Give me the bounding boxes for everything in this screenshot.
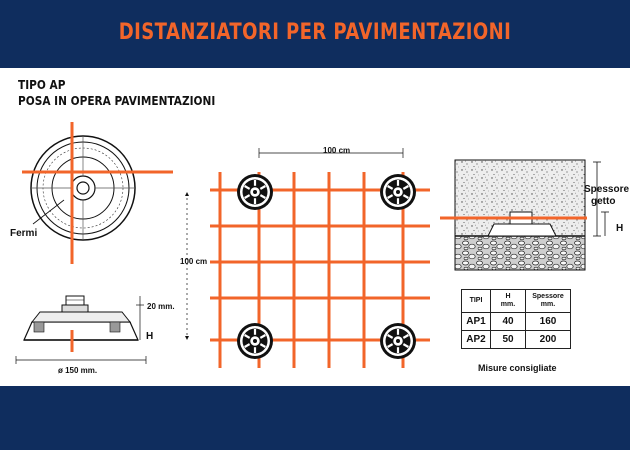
spacer-marker bbox=[380, 323, 416, 359]
table-cell: AP2 bbox=[462, 331, 491, 349]
spessore-label: Spessore bbox=[584, 184, 630, 195]
table-cell: 200 bbox=[526, 331, 571, 349]
footer-band bbox=[0, 386, 630, 450]
table-cell: 40 bbox=[491, 313, 526, 331]
measurements-table bbox=[461, 289, 571, 349]
getto-label: getto bbox=[591, 196, 616, 207]
table-cell: 160 bbox=[526, 313, 571, 331]
section-h-label: H bbox=[616, 223, 624, 234]
section-view bbox=[440, 160, 609, 270]
height-h-label: H bbox=[146, 331, 154, 342]
height-20mm-label: 20 mm. bbox=[147, 302, 175, 311]
fermi-label: Fermi bbox=[10, 228, 38, 239]
page-title: DISTANZIATORI PER PAVIMENTAZIONI bbox=[118, 20, 512, 45]
table-header: TIPI bbox=[462, 290, 491, 313]
table-cell: AP1 bbox=[462, 313, 491, 331]
spacer-marker bbox=[237, 323, 273, 359]
table-header: Spessore mm. bbox=[526, 290, 571, 313]
table-header-row bbox=[462, 290, 571, 313]
type-label: TIPO AP bbox=[18, 78, 66, 92]
table-cell: 50 bbox=[491, 331, 526, 349]
table-row bbox=[462, 331, 571, 349]
spacer-grid-plan bbox=[185, 148, 430, 368]
spacer-side-view bbox=[16, 296, 146, 364]
spacer-marker bbox=[237, 174, 273, 210]
table-row bbox=[462, 313, 571, 331]
table-note: Misure consigliate bbox=[478, 363, 557, 373]
spacer-marker bbox=[380, 174, 416, 210]
diameter-label: ø 150 mm. bbox=[58, 366, 98, 375]
grid-width-label: 100 cm bbox=[323, 146, 351, 155]
grid-height-label: 100 cm bbox=[180, 257, 208, 266]
spacer-top-view bbox=[22, 122, 173, 264]
section-subtitle: POSA IN OPERA PAVIMENTAZIONI bbox=[18, 94, 216, 108]
table-header: H mm. bbox=[491, 290, 526, 313]
